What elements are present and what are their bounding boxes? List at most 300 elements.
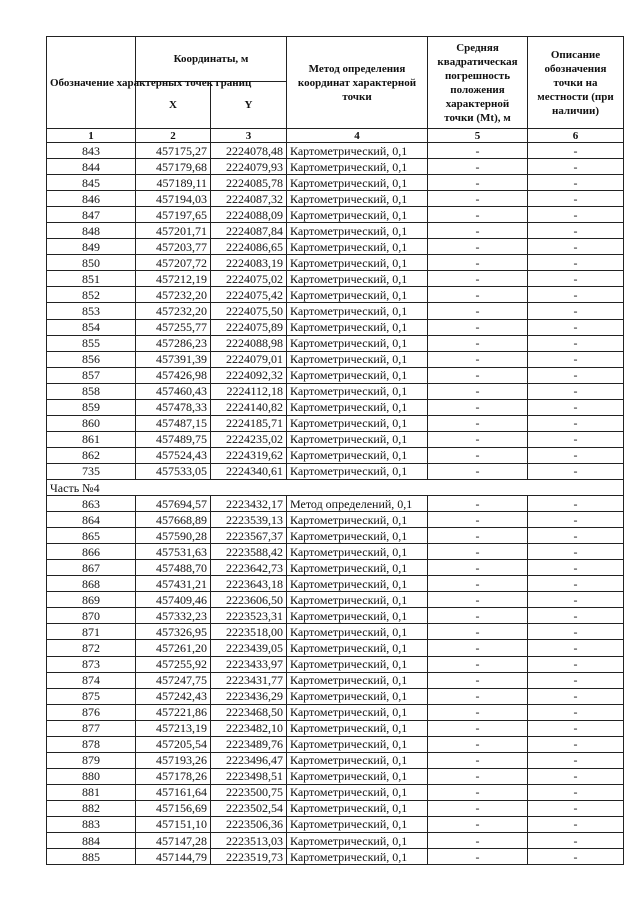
table-row bbox=[47, 319, 624, 335]
accuracy-cell: - bbox=[428, 672, 528, 688]
table-row bbox=[47, 303, 624, 319]
table-row bbox=[47, 544, 624, 560]
method-cell: Картометрический, 0,1 bbox=[287, 656, 428, 672]
point-id-cell: 871 bbox=[47, 624, 136, 640]
point-id-cell: 860 bbox=[47, 415, 136, 431]
x-coordinate-cell: 457147,28 bbox=[136, 833, 211, 849]
method-cell: Картометрический, 0,1 bbox=[287, 431, 428, 447]
x-coordinate-cell: 457489,75 bbox=[136, 431, 211, 447]
table-row bbox=[47, 560, 624, 576]
method-cell: Картометрический, 0,1 bbox=[287, 415, 428, 431]
x-coordinate-cell: 457221,86 bbox=[136, 704, 211, 720]
y-coordinate-cell: 2223496,47 bbox=[211, 752, 287, 768]
accuracy-cell: - bbox=[428, 736, 528, 752]
method-cell: Картометрический, 0,1 bbox=[287, 399, 428, 415]
description-cell: - bbox=[528, 287, 624, 303]
point-id-cell: 870 bbox=[47, 608, 136, 624]
point-id-cell: 735 bbox=[47, 463, 136, 479]
table-row bbox=[47, 239, 624, 255]
point-id-cell: 843 bbox=[47, 143, 136, 159]
description-cell: - bbox=[528, 512, 624, 528]
accuracy-cell: - bbox=[428, 271, 528, 287]
table-row bbox=[47, 528, 624, 544]
table-row bbox=[47, 335, 624, 351]
accuracy-cell: - bbox=[428, 849, 528, 865]
part-separator-row bbox=[47, 479, 624, 495]
description-cell: - bbox=[528, 576, 624, 592]
y-coordinate-cell: 2223502,54 bbox=[211, 800, 287, 816]
y-coordinate-cell: 2223518,00 bbox=[211, 624, 287, 640]
description-cell: - bbox=[528, 688, 624, 704]
accuracy-cell: - bbox=[428, 239, 528, 255]
point-id-cell: 845 bbox=[47, 175, 136, 191]
y-coordinate-cell: 2223588,42 bbox=[211, 544, 287, 560]
point-id-cell: 879 bbox=[47, 752, 136, 768]
x-coordinate-cell: 457161,64 bbox=[136, 784, 211, 800]
description-cell: - bbox=[528, 159, 624, 175]
accuracy-cell: - bbox=[428, 624, 528, 640]
y-coordinate-cell: 2224112,18 bbox=[211, 383, 287, 399]
description-cell: - bbox=[528, 656, 624, 672]
method-cell: Картометрический, 0,1 bbox=[287, 736, 428, 752]
accuracy-cell: - bbox=[428, 752, 528, 768]
point-id-cell: 848 bbox=[47, 223, 136, 239]
y-coordinate-cell: 2224086,65 bbox=[211, 239, 287, 255]
method-cell: Картометрический, 0,1 bbox=[287, 576, 428, 592]
x-coordinate-cell: 457193,26 bbox=[136, 752, 211, 768]
method-cell: Картометрический, 0,1 bbox=[287, 608, 428, 624]
x-coordinate-cell: 457179,68 bbox=[136, 159, 211, 175]
y-coordinate-cell: 2224075,42 bbox=[211, 287, 287, 303]
table-row bbox=[47, 383, 624, 399]
table-row bbox=[47, 833, 624, 849]
accuracy-cell: - bbox=[428, 191, 528, 207]
accuracy-cell: - bbox=[428, 351, 528, 367]
x-coordinate-cell: 457156,69 bbox=[136, 800, 211, 816]
description-cell: - bbox=[528, 255, 624, 271]
description-cell: - bbox=[528, 399, 624, 415]
point-id-cell: 852 bbox=[47, 287, 136, 303]
point-id-cell: 882 bbox=[47, 800, 136, 816]
x-coordinate-cell: 457431,21 bbox=[136, 576, 211, 592]
point-id-cell: 854 bbox=[47, 319, 136, 335]
accuracy-cell: - bbox=[428, 800, 528, 816]
y-coordinate-cell: 2223523,31 bbox=[211, 608, 287, 624]
y-coordinate-cell: 2223606,50 bbox=[211, 592, 287, 608]
point-id-cell: 869 bbox=[47, 592, 136, 608]
y-coordinate-cell: 2224087,32 bbox=[211, 191, 287, 207]
x-coordinate-cell: 457460,43 bbox=[136, 383, 211, 399]
point-id-cell: 855 bbox=[47, 335, 136, 351]
y-coordinate-cell: 2223431,77 bbox=[211, 672, 287, 688]
method-cell: Картометрический, 0,1 bbox=[287, 720, 428, 736]
point-id-cell: 856 bbox=[47, 351, 136, 367]
header-accuracy: Средняя квадратическая погрешность положения характерной точки (Mt), м bbox=[428, 37, 528, 129]
description-cell: - bbox=[528, 175, 624, 191]
point-id-cell: 878 bbox=[47, 736, 136, 752]
method-cell: Картометрический, 0,1 bbox=[287, 255, 428, 271]
method-cell: Картометрический, 0,1 bbox=[287, 672, 428, 688]
description-cell: - bbox=[528, 223, 624, 239]
table-row bbox=[47, 672, 624, 688]
x-coordinate-cell: 457232,20 bbox=[136, 287, 211, 303]
y-coordinate-cell: 2224235,02 bbox=[211, 431, 287, 447]
y-coordinate-cell: 2223436,29 bbox=[211, 688, 287, 704]
method-cell: Картометрический, 0,1 bbox=[287, 239, 428, 255]
header-method: Метод определения координат характерной точки bbox=[287, 37, 428, 129]
accuracy-cell: - bbox=[428, 367, 528, 383]
point-id-cell: 866 bbox=[47, 544, 136, 560]
y-coordinate-cell: 2223433,97 bbox=[211, 656, 287, 672]
accuracy-cell: - bbox=[428, 640, 528, 656]
y-coordinate-cell: 2224079,01 bbox=[211, 351, 287, 367]
table-row bbox=[47, 351, 624, 367]
y-coordinate-cell: 2223439,05 bbox=[211, 640, 287, 656]
description-cell: - bbox=[528, 752, 624, 768]
x-coordinate-cell: 457194,03 bbox=[136, 191, 211, 207]
x-coordinate-cell: 457487,15 bbox=[136, 415, 211, 431]
accuracy-cell: - bbox=[428, 159, 528, 175]
description-cell: - bbox=[528, 367, 624, 383]
description-cell: - bbox=[528, 624, 624, 640]
table-row bbox=[47, 191, 624, 207]
method-cell: Картометрический, 0,1 bbox=[287, 833, 428, 849]
y-coordinate-cell: 2224319,62 bbox=[211, 447, 287, 463]
description-cell: - bbox=[528, 207, 624, 223]
description-cell: - bbox=[528, 191, 624, 207]
accuracy-cell: - bbox=[428, 704, 528, 720]
description-cell: - bbox=[528, 736, 624, 752]
y-coordinate-cell: 2223489,76 bbox=[211, 736, 287, 752]
x-coordinate-cell: 457247,75 bbox=[136, 672, 211, 688]
description-cell: - bbox=[528, 303, 624, 319]
x-coordinate-cell: 457524,43 bbox=[136, 447, 211, 463]
x-coordinate-cell: 457175,27 bbox=[136, 143, 211, 159]
table-row bbox=[47, 640, 624, 656]
x-coordinate-cell: 457201,71 bbox=[136, 223, 211, 239]
x-coordinate-cell: 457151,10 bbox=[136, 816, 211, 832]
x-coordinate-cell: 457286,23 bbox=[136, 335, 211, 351]
description-cell: - bbox=[528, 496, 624, 512]
header-number-2: 2 bbox=[136, 129, 211, 143]
x-coordinate-cell: 457668,89 bbox=[136, 512, 211, 528]
point-id-cell: 847 bbox=[47, 207, 136, 223]
description-cell: - bbox=[528, 415, 624, 431]
y-coordinate-cell: 2223432,17 bbox=[211, 496, 287, 512]
accuracy-cell: - bbox=[428, 688, 528, 704]
point-id-cell: 863 bbox=[47, 496, 136, 512]
accuracy-cell: - bbox=[428, 223, 528, 239]
point-id-cell: 877 bbox=[47, 720, 136, 736]
description-cell: - bbox=[528, 816, 624, 832]
x-coordinate-cell: 457531,63 bbox=[136, 544, 211, 560]
table-row bbox=[47, 512, 624, 528]
y-coordinate-cell: 2224140,82 bbox=[211, 399, 287, 415]
point-id-cell: 885 bbox=[47, 849, 136, 865]
method-cell: Картометрический, 0,1 bbox=[287, 287, 428, 303]
table-row bbox=[47, 800, 624, 816]
table-row bbox=[47, 431, 624, 447]
header-x: X bbox=[136, 82, 211, 129]
boundary-points-table bbox=[46, 36, 624, 865]
method-cell: Картометрический, 0,1 bbox=[287, 800, 428, 816]
x-coordinate-cell: 457197,65 bbox=[136, 207, 211, 223]
table-row bbox=[47, 784, 624, 800]
point-id-cell: 875 bbox=[47, 688, 136, 704]
description-cell: - bbox=[528, 849, 624, 865]
header-y: Y bbox=[211, 82, 287, 129]
description-cell: - bbox=[528, 560, 624, 576]
description-cell: - bbox=[528, 704, 624, 720]
accuracy-cell: - bbox=[428, 287, 528, 303]
header-number-4: 4 bbox=[287, 129, 428, 143]
method-cell: Картометрический, 0,1 bbox=[287, 143, 428, 159]
accuracy-cell: - bbox=[428, 335, 528, 351]
method-cell: Картометрический, 0,1 bbox=[287, 688, 428, 704]
method-cell: Картометрический, 0,1 bbox=[287, 223, 428, 239]
x-coordinate-cell: 457189,11 bbox=[136, 175, 211, 191]
method-cell: Картометрический, 0,1 bbox=[287, 447, 428, 463]
header-number-6: 6 bbox=[528, 129, 624, 143]
point-id-cell: 867 bbox=[47, 560, 136, 576]
method-cell: Картометрический, 0,1 bbox=[287, 335, 428, 351]
method-cell: Картометрический, 0,1 bbox=[287, 849, 428, 865]
description-cell: - bbox=[528, 143, 624, 159]
y-coordinate-cell: 2224340,61 bbox=[211, 463, 287, 479]
y-coordinate-cell: 2223643,18 bbox=[211, 576, 287, 592]
description-cell: - bbox=[528, 833, 624, 849]
table-row bbox=[47, 624, 624, 640]
method-cell: Картометрический, 0,1 bbox=[287, 271, 428, 287]
x-coordinate-cell: 457255,92 bbox=[136, 656, 211, 672]
table-row bbox=[47, 752, 624, 768]
point-id-cell: 881 bbox=[47, 784, 136, 800]
table-row bbox=[47, 255, 624, 271]
x-coordinate-cell: 457694,57 bbox=[136, 496, 211, 512]
method-cell: Картометрический, 0,1 bbox=[287, 351, 428, 367]
table-row bbox=[47, 608, 624, 624]
y-coordinate-cell: 2224075,50 bbox=[211, 303, 287, 319]
point-id-cell: 858 bbox=[47, 383, 136, 399]
y-coordinate-cell: 2223513,03 bbox=[211, 833, 287, 849]
table-row bbox=[47, 287, 624, 303]
x-coordinate-cell: 457178,26 bbox=[136, 768, 211, 784]
table-row bbox=[47, 592, 624, 608]
method-cell: Картометрический, 0,1 bbox=[287, 624, 428, 640]
method-cell: Картометрический, 0,1 bbox=[287, 207, 428, 223]
accuracy-cell: - bbox=[428, 143, 528, 159]
method-cell: Картометрический, 0,1 bbox=[287, 528, 428, 544]
point-id-cell: 846 bbox=[47, 191, 136, 207]
y-coordinate-cell: 2224075,02 bbox=[211, 271, 287, 287]
x-coordinate-cell: 457332,23 bbox=[136, 608, 211, 624]
method-cell: Картометрический, 0,1 bbox=[287, 752, 428, 768]
accuracy-cell: - bbox=[428, 207, 528, 223]
accuracy-cell: - bbox=[428, 496, 528, 512]
y-coordinate-cell: 2224088,09 bbox=[211, 207, 287, 223]
table-row bbox=[47, 816, 624, 832]
table-row bbox=[47, 463, 624, 479]
accuracy-cell: - bbox=[428, 768, 528, 784]
method-cell: Картометрический, 0,1 bbox=[287, 319, 428, 335]
method-cell: Картометрический, 0,1 bbox=[287, 592, 428, 608]
y-coordinate-cell: 2223500,75 bbox=[211, 784, 287, 800]
description-cell: - bbox=[528, 544, 624, 560]
description-cell: - bbox=[528, 447, 624, 463]
method-cell: Картометрический, 0,1 bbox=[287, 159, 428, 175]
description-cell: - bbox=[528, 720, 624, 736]
method-cell: Картометрический, 0,1 bbox=[287, 512, 428, 528]
x-coordinate-cell: 457426,98 bbox=[136, 367, 211, 383]
method-cell: Картометрический, 0,1 bbox=[287, 191, 428, 207]
method-cell: Картометрический, 0,1 bbox=[287, 303, 428, 319]
description-cell: - bbox=[528, 271, 624, 287]
method-cell: Картометрический, 0,1 bbox=[287, 768, 428, 784]
description-cell: - bbox=[528, 431, 624, 447]
header-coordinates: Координаты, м bbox=[136, 37, 287, 82]
point-id-cell: 865 bbox=[47, 528, 136, 544]
point-id-cell: 880 bbox=[47, 768, 136, 784]
accuracy-cell: - bbox=[428, 415, 528, 431]
y-coordinate-cell: 2223539,13 bbox=[211, 512, 287, 528]
accuracy-cell: - bbox=[428, 431, 528, 447]
accuracy-cell: - bbox=[428, 512, 528, 528]
y-coordinate-cell: 2224092,32 bbox=[211, 367, 287, 383]
accuracy-cell: - bbox=[428, 303, 528, 319]
x-coordinate-cell: 457326,95 bbox=[136, 624, 211, 640]
y-coordinate-cell: 2223468,50 bbox=[211, 704, 287, 720]
table-row bbox=[47, 399, 624, 415]
y-coordinate-cell: 2223567,37 bbox=[211, 528, 287, 544]
x-coordinate-cell: 457144,79 bbox=[136, 849, 211, 865]
point-id-cell: 853 bbox=[47, 303, 136, 319]
y-coordinate-cell: 2223506,36 bbox=[211, 816, 287, 832]
accuracy-cell: - bbox=[428, 319, 528, 335]
y-coordinate-cell: 2224075,89 bbox=[211, 319, 287, 335]
accuracy-cell: - bbox=[428, 175, 528, 191]
point-id-cell: 864 bbox=[47, 512, 136, 528]
header-point-designation: Обозначение характерных точек границ bbox=[47, 37, 136, 129]
point-id-cell: 862 bbox=[47, 447, 136, 463]
point-id-cell: 876 bbox=[47, 704, 136, 720]
method-cell: Картометрический, 0,1 bbox=[287, 704, 428, 720]
header-description: Описание обозначения точки на местности (при наличии) bbox=[528, 37, 624, 129]
table-header bbox=[47, 37, 624, 143]
document-page bbox=[46, 36, 623, 865]
x-coordinate-cell: 457203,77 bbox=[136, 239, 211, 255]
header-number-1: 1 bbox=[47, 129, 136, 143]
table-row bbox=[47, 736, 624, 752]
accuracy-cell: - bbox=[428, 463, 528, 479]
y-coordinate-cell: 2224083,19 bbox=[211, 255, 287, 271]
method-cell: Картометрический, 0,1 bbox=[287, 560, 428, 576]
method-cell: Картометрический, 0,1 bbox=[287, 463, 428, 479]
accuracy-cell: - bbox=[428, 255, 528, 271]
x-coordinate-cell: 457488,70 bbox=[136, 560, 211, 576]
accuracy-cell: - bbox=[428, 816, 528, 832]
description-cell: - bbox=[528, 592, 624, 608]
y-coordinate-cell: 2223642,73 bbox=[211, 560, 287, 576]
method-cell: Метод определений, 0,1 bbox=[287, 496, 428, 512]
accuracy-cell: - bbox=[428, 383, 528, 399]
description-cell: - bbox=[528, 784, 624, 800]
description-cell: - bbox=[528, 768, 624, 784]
y-coordinate-cell: 2224185,71 bbox=[211, 415, 287, 431]
table-row bbox=[47, 143, 624, 159]
point-id-cell: 872 bbox=[47, 640, 136, 656]
point-id-cell: 883 bbox=[47, 816, 136, 832]
table-row bbox=[47, 688, 624, 704]
x-coordinate-cell: 457207,72 bbox=[136, 255, 211, 271]
table-body bbox=[47, 143, 624, 865]
method-cell: Картометрический, 0,1 bbox=[287, 175, 428, 191]
part-label: Часть №4 bbox=[47, 479, 136, 495]
x-coordinate-cell: 457212,19 bbox=[136, 271, 211, 287]
table-row bbox=[47, 367, 624, 383]
point-id-cell: 861 bbox=[47, 431, 136, 447]
header-number-5: 5 bbox=[428, 129, 528, 143]
point-id-cell: 844 bbox=[47, 159, 136, 175]
accuracy-cell: - bbox=[428, 784, 528, 800]
accuracy-cell: - bbox=[428, 592, 528, 608]
method-cell: Картометрический, 0,1 bbox=[287, 383, 428, 399]
description-cell: - bbox=[528, 351, 624, 367]
point-id-cell: 859 bbox=[47, 399, 136, 415]
x-coordinate-cell: 457213,19 bbox=[136, 720, 211, 736]
part-separator-filler bbox=[136, 479, 624, 495]
table-row bbox=[47, 849, 624, 865]
accuracy-cell: - bbox=[428, 528, 528, 544]
x-coordinate-cell: 457242,43 bbox=[136, 688, 211, 704]
y-coordinate-cell: 2224079,93 bbox=[211, 159, 287, 175]
method-cell: Картометрический, 0,1 bbox=[287, 640, 428, 656]
table-row bbox=[47, 207, 624, 223]
accuracy-cell: - bbox=[428, 656, 528, 672]
accuracy-cell: - bbox=[428, 447, 528, 463]
description-cell: - bbox=[528, 335, 624, 351]
point-id-cell: 849 bbox=[47, 239, 136, 255]
y-coordinate-cell: 2224087,84 bbox=[211, 223, 287, 239]
y-coordinate-cell: 2223482,10 bbox=[211, 720, 287, 736]
method-cell: Картометрический, 0,1 bbox=[287, 784, 428, 800]
accuracy-cell: - bbox=[428, 576, 528, 592]
point-id-cell: 850 bbox=[47, 255, 136, 271]
description-cell: - bbox=[528, 608, 624, 624]
table-row bbox=[47, 223, 624, 239]
table-row bbox=[47, 496, 624, 512]
table-row bbox=[47, 704, 624, 720]
description-cell: - bbox=[528, 672, 624, 688]
y-coordinate-cell: 2224085,78 bbox=[211, 175, 287, 191]
point-id-cell: 857 bbox=[47, 367, 136, 383]
table-row bbox=[47, 656, 624, 672]
description-cell: - bbox=[528, 640, 624, 656]
x-coordinate-cell: 457391,39 bbox=[136, 351, 211, 367]
accuracy-cell: - bbox=[428, 544, 528, 560]
description-cell: - bbox=[528, 463, 624, 479]
method-cell: Картометрический, 0,1 bbox=[287, 544, 428, 560]
table-row bbox=[47, 271, 624, 287]
table-row bbox=[47, 720, 624, 736]
table-row bbox=[47, 175, 624, 191]
table-row bbox=[47, 768, 624, 784]
x-coordinate-cell: 457590,28 bbox=[136, 528, 211, 544]
x-coordinate-cell: 457205,54 bbox=[136, 736, 211, 752]
point-id-cell: 884 bbox=[47, 833, 136, 849]
description-cell: - bbox=[528, 528, 624, 544]
point-id-cell: 874 bbox=[47, 672, 136, 688]
method-cell: Картометрический, 0,1 bbox=[287, 816, 428, 832]
